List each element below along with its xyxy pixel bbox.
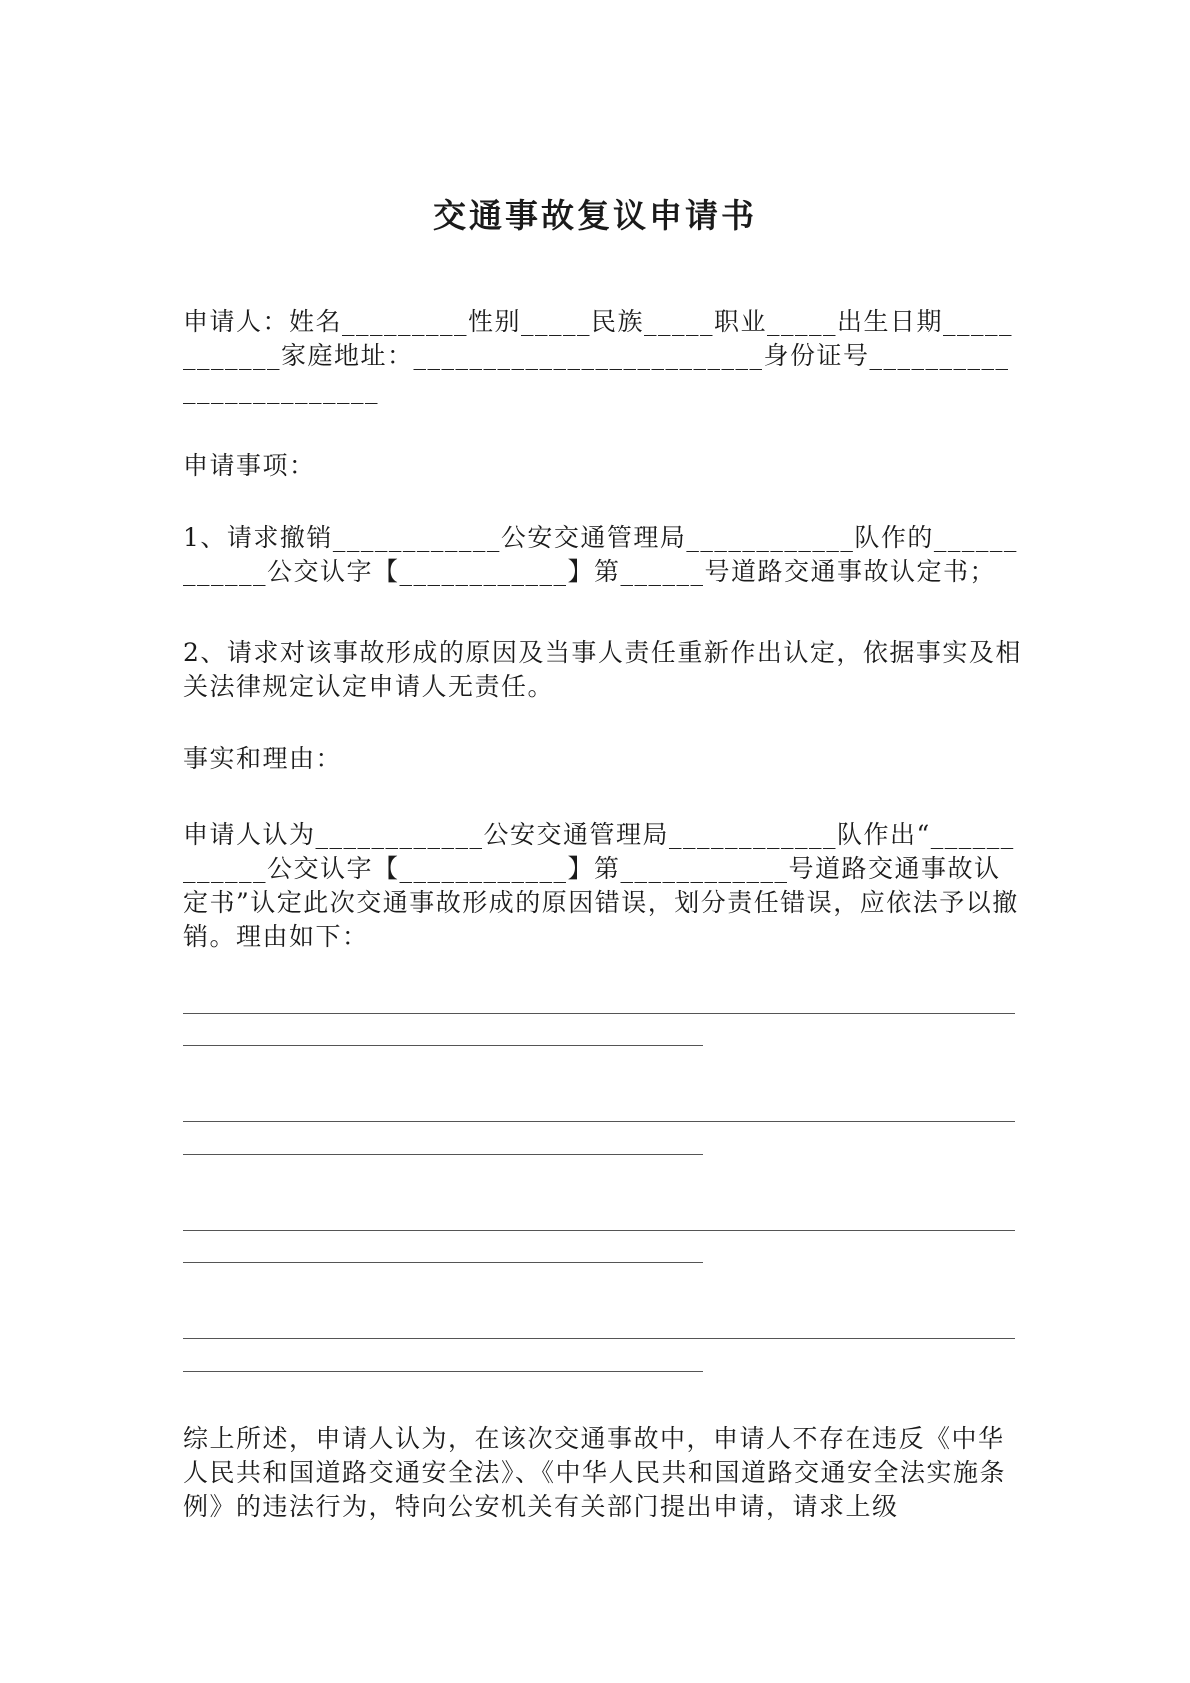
blank-line: [183, 1230, 1015, 1231]
blank-line: [183, 1045, 703, 1046]
conclusion-paragraph: 综上所述，申请人认为，在该次交通事故中，申请人不存在违反《中华人民共和国道路交通安全法》、《中华人民共和国道路交通安全法实施条例》的违法行为，特向公安机关有关部门提出申请，请求上级: [183, 1424, 1007, 1521]
blank-line: [183, 1013, 1015, 1014]
facts-paragraph: 申请人认为____________公安交通管理局____________队作出“____________公交认字【____________】第____________号道路交通事故认定书”认定此次交通事故形成的原因错误，划分责任错误，应依法予以撤销。理由如下：: [183, 820, 1019, 951]
request-heading: 申请事项：: [183, 451, 316, 480]
request-item-2: 2、请求对该事故形成的原因及当事人责任重新作出认定，依据事实及相关法律规定认定申请人无责任。: [183, 638, 1022, 701]
blank-line: [183, 1121, 1015, 1122]
request-item-1: 1、请求撤销____________公安交通管理局____________队作的____________公交认字【____________】第______号道路交通事故认定书；: [183, 523, 1018, 586]
document-title: 交通事故复议申请书: [433, 196, 757, 235]
facts-heading: 事实和理由：: [183, 744, 343, 773]
blank-line: [183, 1262, 703, 1263]
blank-line: [183, 1371, 703, 1372]
blank-line: [183, 1154, 703, 1155]
applicant-info: 申请人：姓名_________性别_____民族_____职业_____出生日期____________家庭地址：_________________________身份证号________________________: [183, 307, 1014, 404]
blank-line: [183, 1338, 1015, 1339]
